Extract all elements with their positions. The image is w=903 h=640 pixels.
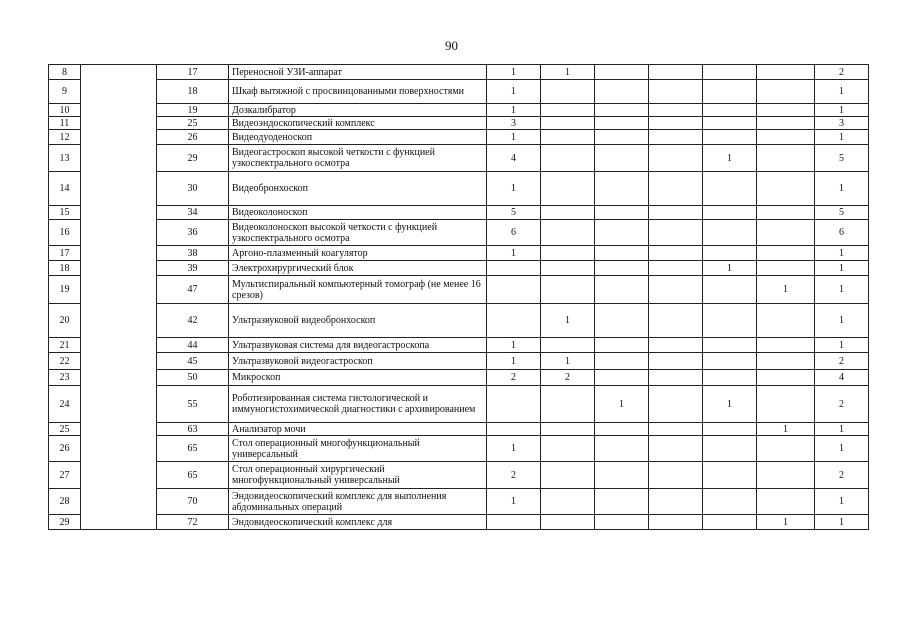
quantity-cell [703,276,757,304]
quantity-cell [757,104,815,117]
table-row [49,104,869,117]
quantity-cell [703,246,757,261]
page-number: 90 [445,38,458,53]
quantity-cell [649,386,703,423]
item-code-cell: 45 [157,353,229,370]
item-code-cell: 38 [157,246,229,261]
item-code-cell: 72 [157,515,229,530]
quantity-cell [757,261,815,276]
quantity-cell [649,206,703,220]
item-code-cell: 18 [157,80,229,104]
quantity-cell [649,145,703,172]
equipment-name-cell: Шкаф вытяжной с просвинцованными поверхностями [229,80,487,104]
quantity-cell: 1 [487,338,541,353]
quantity-cell [649,304,703,338]
quantity-cell: 4 [487,145,541,172]
equipment-name-cell: Видеогастроскоп высокой четкости с функцией узкоспектрального осмотра [229,145,487,172]
quantity-cell: 1 [757,276,815,304]
total-cell: 2 [815,65,869,80]
quantity-cell [649,246,703,261]
table-row [49,462,869,489]
quantity-cell [595,515,649,530]
quantity-cell: 1 [541,353,595,370]
quantity-cell [757,246,815,261]
equipment-name-cell: Стол операционный хирургический многофункциональный универсальный [229,462,487,489]
total-cell: 1 [815,304,869,338]
merged-blank-cell [81,65,157,530]
quantity-cell: 1 [487,172,541,206]
quantity-cell [595,261,649,276]
quantity-cell [703,220,757,246]
item-code-cell: 70 [157,489,229,515]
equipment-name-cell: Стол операционный многофункциональный универсальный [229,436,487,462]
quantity-cell [487,304,541,338]
table-row [49,206,869,220]
quantity-cell [703,353,757,370]
total-cell: 1 [815,436,869,462]
quantity-cell [595,130,649,145]
row-number-cell: 13 [49,145,81,172]
row-number-cell: 28 [49,489,81,515]
total-cell: 2 [815,386,869,423]
quantity-cell [595,65,649,80]
table-row [49,353,869,370]
quantity-cell [649,515,703,530]
quantity-cell: 1 [595,386,649,423]
quantity-cell [757,462,815,489]
table-row [49,246,869,261]
quantity-cell [595,276,649,304]
quantity-cell [703,462,757,489]
quantity-cell [595,104,649,117]
quantity-cell: 1 [757,423,815,436]
item-code-cell: 42 [157,304,229,338]
quantity-cell [757,80,815,104]
row-number-cell: 22 [49,353,81,370]
item-code-cell: 44 [157,338,229,353]
quantity-cell [757,65,815,80]
total-cell: 5 [815,206,869,220]
item-code-cell: 26 [157,130,229,145]
equipment-name-cell: Видеоколоноскоп высокой четкости с функцией узкоспектрального осмотра [229,220,487,246]
row-number-cell: 8 [49,65,81,80]
quantity-cell [703,436,757,462]
quantity-cell [757,489,815,515]
row-number-cell: 19 [49,276,81,304]
quantity-cell [703,172,757,206]
total-cell: 3 [815,117,869,130]
quantity-cell [595,489,649,515]
quantity-cell [649,220,703,246]
quantity-cell [487,276,541,304]
row-number-cell: 15 [49,206,81,220]
row-number-cell: 17 [49,246,81,261]
quantity-cell [541,462,595,489]
table-row [49,172,869,206]
quantity-cell [703,206,757,220]
total-cell: 1 [815,80,869,104]
total-cell: 2 [815,462,869,489]
quantity-cell [649,353,703,370]
quantity-cell [541,117,595,130]
total-cell: 2 [815,353,869,370]
quantity-cell [541,489,595,515]
quantity-cell [703,370,757,386]
quantity-cell [703,489,757,515]
quantity-cell [595,436,649,462]
quantity-cell [649,462,703,489]
quantity-cell [649,489,703,515]
quantity-cell [757,117,815,130]
quantity-cell [595,80,649,104]
equipment-table-body [49,65,869,530]
quantity-cell: 1 [487,353,541,370]
quantity-cell [595,246,649,261]
quantity-cell [703,65,757,80]
quantity-cell [487,423,541,436]
quantity-cell [595,353,649,370]
quantity-cell [595,304,649,338]
total-cell: 1 [815,423,869,436]
equipment-name-cell: Аргоно-плазменный коагулятор [229,246,487,261]
quantity-cell: 1 [757,515,815,530]
row-number-cell: 25 [49,423,81,436]
quantity-cell [541,261,595,276]
equipment-name-cell: Дозкалибратор [229,104,487,117]
quantity-cell [541,386,595,423]
equipment-name-cell: Эндовидеоскопический комплекс для [229,515,487,530]
quantity-cell [649,423,703,436]
quantity-cell [541,206,595,220]
row-number-cell: 16 [49,220,81,246]
quantity-cell [649,370,703,386]
quantity-cell [541,338,595,353]
table-row [49,80,869,104]
row-number-cell: 14 [49,172,81,206]
equipment-name-cell: Переносной УЗИ-аппарат [229,65,487,80]
table-row [49,276,869,304]
quantity-cell [649,338,703,353]
total-cell: 1 [815,276,869,304]
equipment-name-cell: Электрохирургический блок [229,261,487,276]
total-cell: 1 [815,261,869,276]
quantity-cell [703,515,757,530]
quantity-cell: 1 [487,80,541,104]
item-code-cell: 29 [157,145,229,172]
quantity-cell [541,145,595,172]
equipment-name-cell: Роботизированная система гистологической и иммуногистохимической диагностики с архивированием [229,386,487,423]
quantity-cell [757,172,815,206]
quantity-cell: 2 [541,370,595,386]
table-row [49,261,869,276]
row-number-cell: 27 [49,462,81,489]
table-row [49,117,869,130]
quantity-cell: 1 [703,261,757,276]
quantity-cell [757,370,815,386]
equipment-name-cell: Микроскоп [229,370,487,386]
quantity-cell [649,172,703,206]
quantity-cell: 1 [703,145,757,172]
total-cell: 1 [815,246,869,261]
equipment-name-cell: Ультразвуковая система для видеогастроскопа [229,338,487,353]
table-row [49,145,869,172]
total-cell: 1 [815,172,869,206]
equipment-name-cell: Видеобронхоскоп [229,172,487,206]
quantity-cell [487,515,541,530]
equipment-name-cell: Ультразвуковой видеогастроскоп [229,353,487,370]
quantity-cell [703,338,757,353]
total-cell: 6 [815,220,869,246]
equipment-name-cell: Видеодуоденоскоп [229,130,487,145]
table-row [49,423,869,436]
total-cell: 1 [815,130,869,145]
quantity-cell [757,145,815,172]
quantity-cell [703,80,757,104]
quantity-cell [703,304,757,338]
quantity-cell [595,462,649,489]
item-code-cell: 65 [157,436,229,462]
quantity-cell [595,423,649,436]
item-code-cell: 39 [157,261,229,276]
equipment-name-cell: Эндовидеоскопический комплекс для выполнения абдоминальных операций [229,489,487,515]
quantity-cell [595,172,649,206]
quantity-cell [541,515,595,530]
quantity-cell [649,276,703,304]
quantity-cell [541,130,595,145]
quantity-cell [541,220,595,246]
quantity-cell: 6 [487,220,541,246]
total-cell: 4 [815,370,869,386]
total-cell: 1 [815,515,869,530]
quantity-cell: 5 [487,206,541,220]
row-number-cell: 20 [49,304,81,338]
quantity-cell [757,338,815,353]
quantity-cell [649,436,703,462]
quantity-cell [649,104,703,117]
quantity-cell: 2 [487,462,541,489]
quantity-cell [757,220,815,246]
table-row [49,436,869,462]
quantity-cell [595,370,649,386]
table-row [49,130,869,145]
quantity-cell [757,304,815,338]
quantity-cell [703,130,757,145]
item-code-cell: 19 [157,104,229,117]
equipment-name-cell: Видеоэндоскопический комплекс [229,117,487,130]
quantity-cell [487,261,541,276]
quantity-cell [757,353,815,370]
equipment-name-cell: Мультиспиральный компьютерный томограф (не менее 16 срезов) [229,276,487,304]
quantity-cell [487,386,541,423]
quantity-cell [703,117,757,130]
item-code-cell: 50 [157,370,229,386]
quantity-cell [757,436,815,462]
quantity-cell [757,386,815,423]
quantity-cell [595,117,649,130]
quantity-cell [541,80,595,104]
table-row [49,386,869,423]
quantity-cell [541,423,595,436]
quantity-cell: 1 [487,246,541,261]
quantity-cell [541,246,595,261]
quantity-cell: 2 [487,370,541,386]
total-cell: 5 [815,145,869,172]
quantity-cell [595,338,649,353]
total-cell: 1 [815,338,869,353]
item-code-cell: 17 [157,65,229,80]
quantity-cell: 1 [541,65,595,80]
table-row [49,304,869,338]
quantity-cell: 1 [487,436,541,462]
equipment-table [48,64,869,530]
quantity-cell: 1 [487,130,541,145]
quantity-cell: 1 [487,489,541,515]
quantity-cell: 1 [487,65,541,80]
quantity-cell [757,206,815,220]
quantity-cell [649,117,703,130]
row-number-cell: 21 [49,338,81,353]
table-row [49,220,869,246]
quantity-cell [649,65,703,80]
row-number-cell: 11 [49,117,81,130]
item-code-cell: 47 [157,276,229,304]
item-code-cell: 55 [157,386,229,423]
table-row [49,338,869,353]
equipment-name-cell: Ультразвуковой видеобронхоскоп [229,304,487,338]
quantity-cell [541,172,595,206]
quantity-cell [649,261,703,276]
quantity-cell: 1 [541,304,595,338]
quantity-cell [703,423,757,436]
quantity-cell [595,220,649,246]
row-number-cell: 29 [49,515,81,530]
item-code-cell: 36 [157,220,229,246]
item-code-cell: 30 [157,172,229,206]
row-number-cell: 23 [49,370,81,386]
item-code-cell: 25 [157,117,229,130]
row-number-cell: 24 [49,386,81,423]
equipment-name-cell: Видеоколоноскоп [229,206,487,220]
quantity-cell [757,130,815,145]
row-number-cell: 18 [49,261,81,276]
quantity-cell: 1 [487,104,541,117]
quantity-cell [541,104,595,117]
table-row [49,370,869,386]
quantity-cell [541,276,595,304]
row-number-cell: 26 [49,436,81,462]
table-row [49,65,869,80]
quantity-cell [703,104,757,117]
quantity-cell [595,145,649,172]
row-number-cell: 12 [49,130,81,145]
row-number-cell: 10 [49,104,81,117]
item-code-cell: 63 [157,423,229,436]
quantity-cell: 1 [703,386,757,423]
quantity-cell [541,436,595,462]
table-row [49,515,869,530]
item-code-cell: 65 [157,462,229,489]
total-cell: 1 [815,489,869,515]
item-code-cell: 34 [157,206,229,220]
table-row [49,489,869,515]
row-number-cell: 9 [49,80,81,104]
quantity-cell [649,130,703,145]
quantity-cell: 3 [487,117,541,130]
quantity-cell [649,80,703,104]
total-cell: 1 [815,104,869,117]
equipment-name-cell: Анализатор мочи [229,423,487,436]
quantity-cell [595,206,649,220]
